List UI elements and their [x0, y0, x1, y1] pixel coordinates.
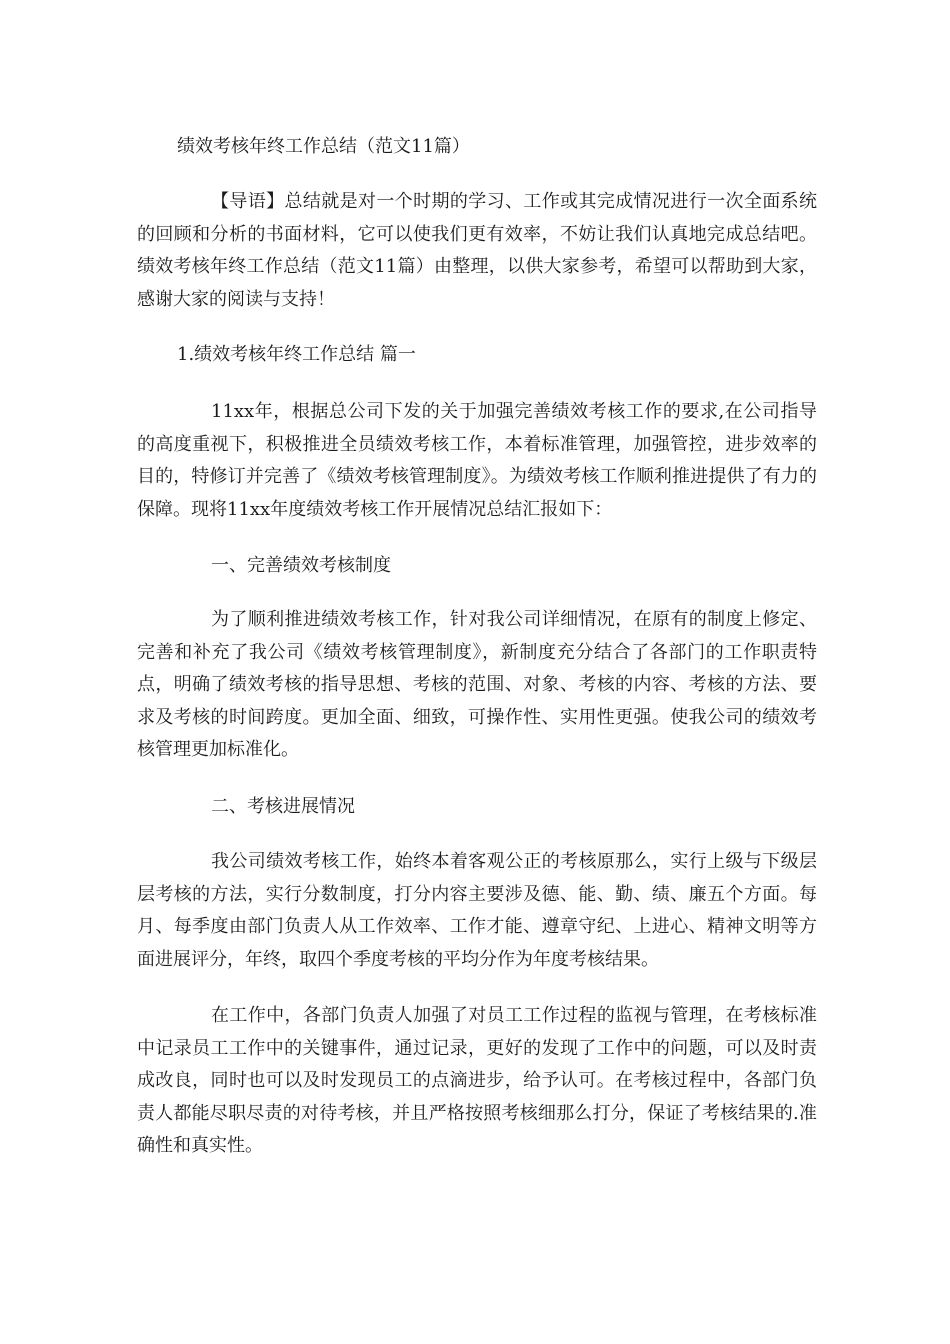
- body-paragraph-4: 在工作中，各部门负责人加强了对员工工作过程的监视与管理，在考核标准中记录员工工作中的关键事件，通过记录，更好的发现了工作中的问题，可以及时责成改良，同时也可以及时发现员工的点滴进步，给予认可。在考核过程中，各部门负责人都能尽职尽责的对待考核，并且严格按照考核细那么打分，保证了考核结果的.准确性和真实性。: [137, 1005, 817, 1157]
- section-heading-1: 一、完善绩效考核制度: [211, 555, 391, 576]
- section-heading-2: 二、考核进展情况: [211, 796, 355, 817]
- intro-paragraph: 【导语】总结就是对一个时期的学习、工作或其完成情况进行一次全面系统的回顾和分析的书面材料，它可以使我们更有效率，不妨让我们认真地完成总结吧。绩效考核年终工作总结（范文11篇）由整理，以供大家参考，希望可以帮助到大家，感谢大家的阅读与支持！: [137, 191, 817, 310]
- document-title: 绩效考核年终工作总结（范文11篇）: [177, 136, 470, 157]
- body-paragraph-3: 我公司绩效考核工作，始终本着客观公正的考核原那么，实行上级与下级层层考核的方法，实行分数制度，打分内容主要涉及德、能、勤、绩、廉五个方面。每月、每季度由部门负责人从工作效率、工作才能、遵章守纪、上进心、精神文明等方面进展评分，年终，取四个季度考核的平均分作为年度考核结果。: [137, 851, 817, 970]
- body-paragraph-1: 11xx年，根据总公司下发的关于加强完善绩效考核工作的要求,在公司指导的高度重视下，积极推进全员绩效考核工作，本着标准管理，加强管控，进步效率的目的，特修订并完善了《绩效考核管理制度》。为绩效考核工作顺利推进提供了有力的保障。现将11xx年度绩效考核工作开展情况总结汇报如下：: [137, 401, 817, 520]
- body-paragraph-2: 为了顺利推进绩效考核工作，针对我公司详细情况，在原有的制度上修定、完善和补充了我公司《绩效考核管理制度》，新制度充分结合了各部门的工作职责特点，明确了绩效考核的指导思想、考核的范围、对象、考核的内容、考核的方法、要求及考核的时间跨度。更加全面、细致，可操作性、实用性更强。使我公司的绩效考核管理更加标准化。: [137, 609, 817, 761]
- article-heading: 1.绩效考核年终工作总结 篇一: [177, 344, 416, 365]
